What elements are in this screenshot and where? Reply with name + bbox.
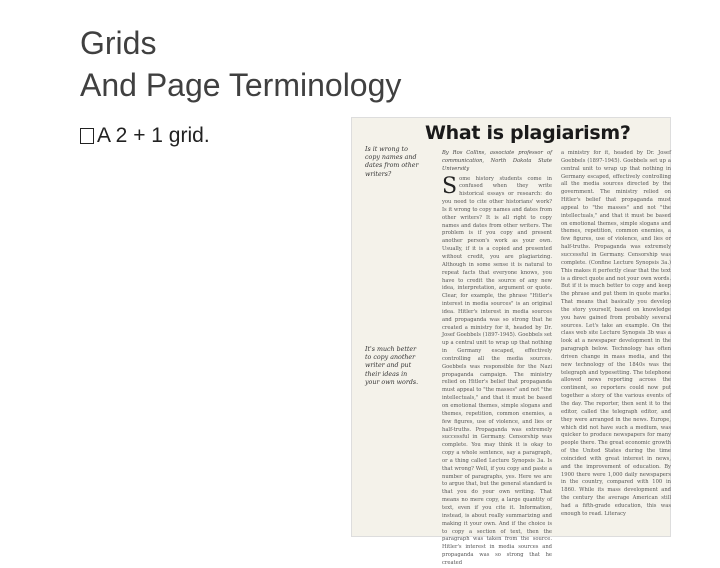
bullet-box-icon bbox=[80, 128, 94, 144]
article-title: What is plagiarism? bbox=[425, 122, 631, 144]
slide-title bbox=[80, 22, 401, 106]
sidebar-note: It's much better to copy another writer and put their ideas in your own words. bbox=[365, 346, 419, 386]
column-middle-text: ome history students come in confused when they write historical essays or research: do you need to cite other historians' work? Is it wrong to copy names and dates from other writers? It is all right to copy names and dates from other writers. The problem is if you copy and present another person's work as your own. Usually, if it is a copied and presented without credit, you are plagiarizing. Although in some sense it is natural to repeat facts that everyone knows, you have to credit the source of any new idea, interpretation, argument or quote. Clear, for example, the phrase "Hitler's interest in media sources" is an original idea. Hitler's interest in media sources and propaganda was so strong that he created a ministry for it, headed by Dr. Josef Goebbels (1897-1945). Goebbels set up a central unit to wrap up that nothing in Germany escaped, effectively controlling all the media sources. Goebbels was responsible for the Nazi propaganda campaign. The ministry relied on Hitler's belief that propaganda must appeal to "the masses" and not "the intellectuals," and that it must be based on emotional themes, simple slogans and themes, repetition, common enemies, a few figures, use of violence, and lies or half-truths. Propaganda was extremely successful in Germany. Censorship was complete. You may think it is okay to copy a whole sentence, say a paragraph, or a thing called Lecture Synopsis 3a. Is that wrong? Well, if you copy and paste a number of paragraphs, yes. Here we are to argue that, but the general standard is that you do your own writing. That means no mere copy, a large quantity of text, even if you cite it. Information, instead, is about really summarizing and making it your own. And if the choice is to copy a section of text, then the paragraph was taken from the source. Hitler's interest in media sources and propaganda was so strong that he created bbox=[442, 175, 552, 566]
sidebar-question: Is it wrong to copy names and dates from other writers? bbox=[365, 146, 419, 178]
drop-cap: S bbox=[442, 173, 458, 199]
title-line-1: Grids bbox=[80, 25, 157, 61]
article-byline: By Ros Collins, associate professor of communication, North Dakota State University bbox=[442, 150, 552, 172]
article-page-image bbox=[352, 118, 671, 566]
article-column-right: a ministry for it, headed by Dr. Josef Goebbels (1897-1945). Goebbels set up a central unit to wrap up that nothing in Germany escaped, effectively controlling all the media sources directed by the government. The ministry relied on Hitler's belief that propaganda must appeal to "the masses" and not "the intellectuals," and that it must be based on emotional themes, simple slogans and themes, repetition, common enemies, a few figures, use of violence, and lies or half-truths. Propaganda was extremely successful in Germany. Censorship was complete. (Confine Lecture Synopsis 3a.) This makes it perfectly clear that the text is a direct quote and not your own words. But if it is much better to copy and keep the phrase and put them in quote marks. That means that basically you develop the story yourself, based on knowledge you have gained from probably several sources. Let's take an example. On the class web site Lecture Synopsis 3b was a look at a newspaper development in the paragraph below. Technology has often driven change in mass media, and the new technology of the 1840s was the telegraph and typesetting. The telephone allowed news reporting across the continent, so reporters could now put together a story of the various events of the day. The reporter, then sent it to the editor, called the telegraph editor, and they were arranged in the news. Europe, which did not have such a medium, was quicker to produce newspapers for many people there. The great economic growth of the United States during the time coincided with great interest in news, and the improvement of education. By 1900 there were 1,000 daily newspapers in the country, compared with 100 in 1860. While its mass development and the century the average American still had a fifth-grade education, this was enough to read. Literacy bbox=[561, 150, 671, 517]
bullet-item bbox=[80, 124, 210, 148]
bullet-text: A 2 + 1 grid. bbox=[97, 124, 210, 147]
article-column-middle bbox=[442, 150, 552, 566]
title-line-2: And Page Terminology bbox=[80, 67, 402, 103]
